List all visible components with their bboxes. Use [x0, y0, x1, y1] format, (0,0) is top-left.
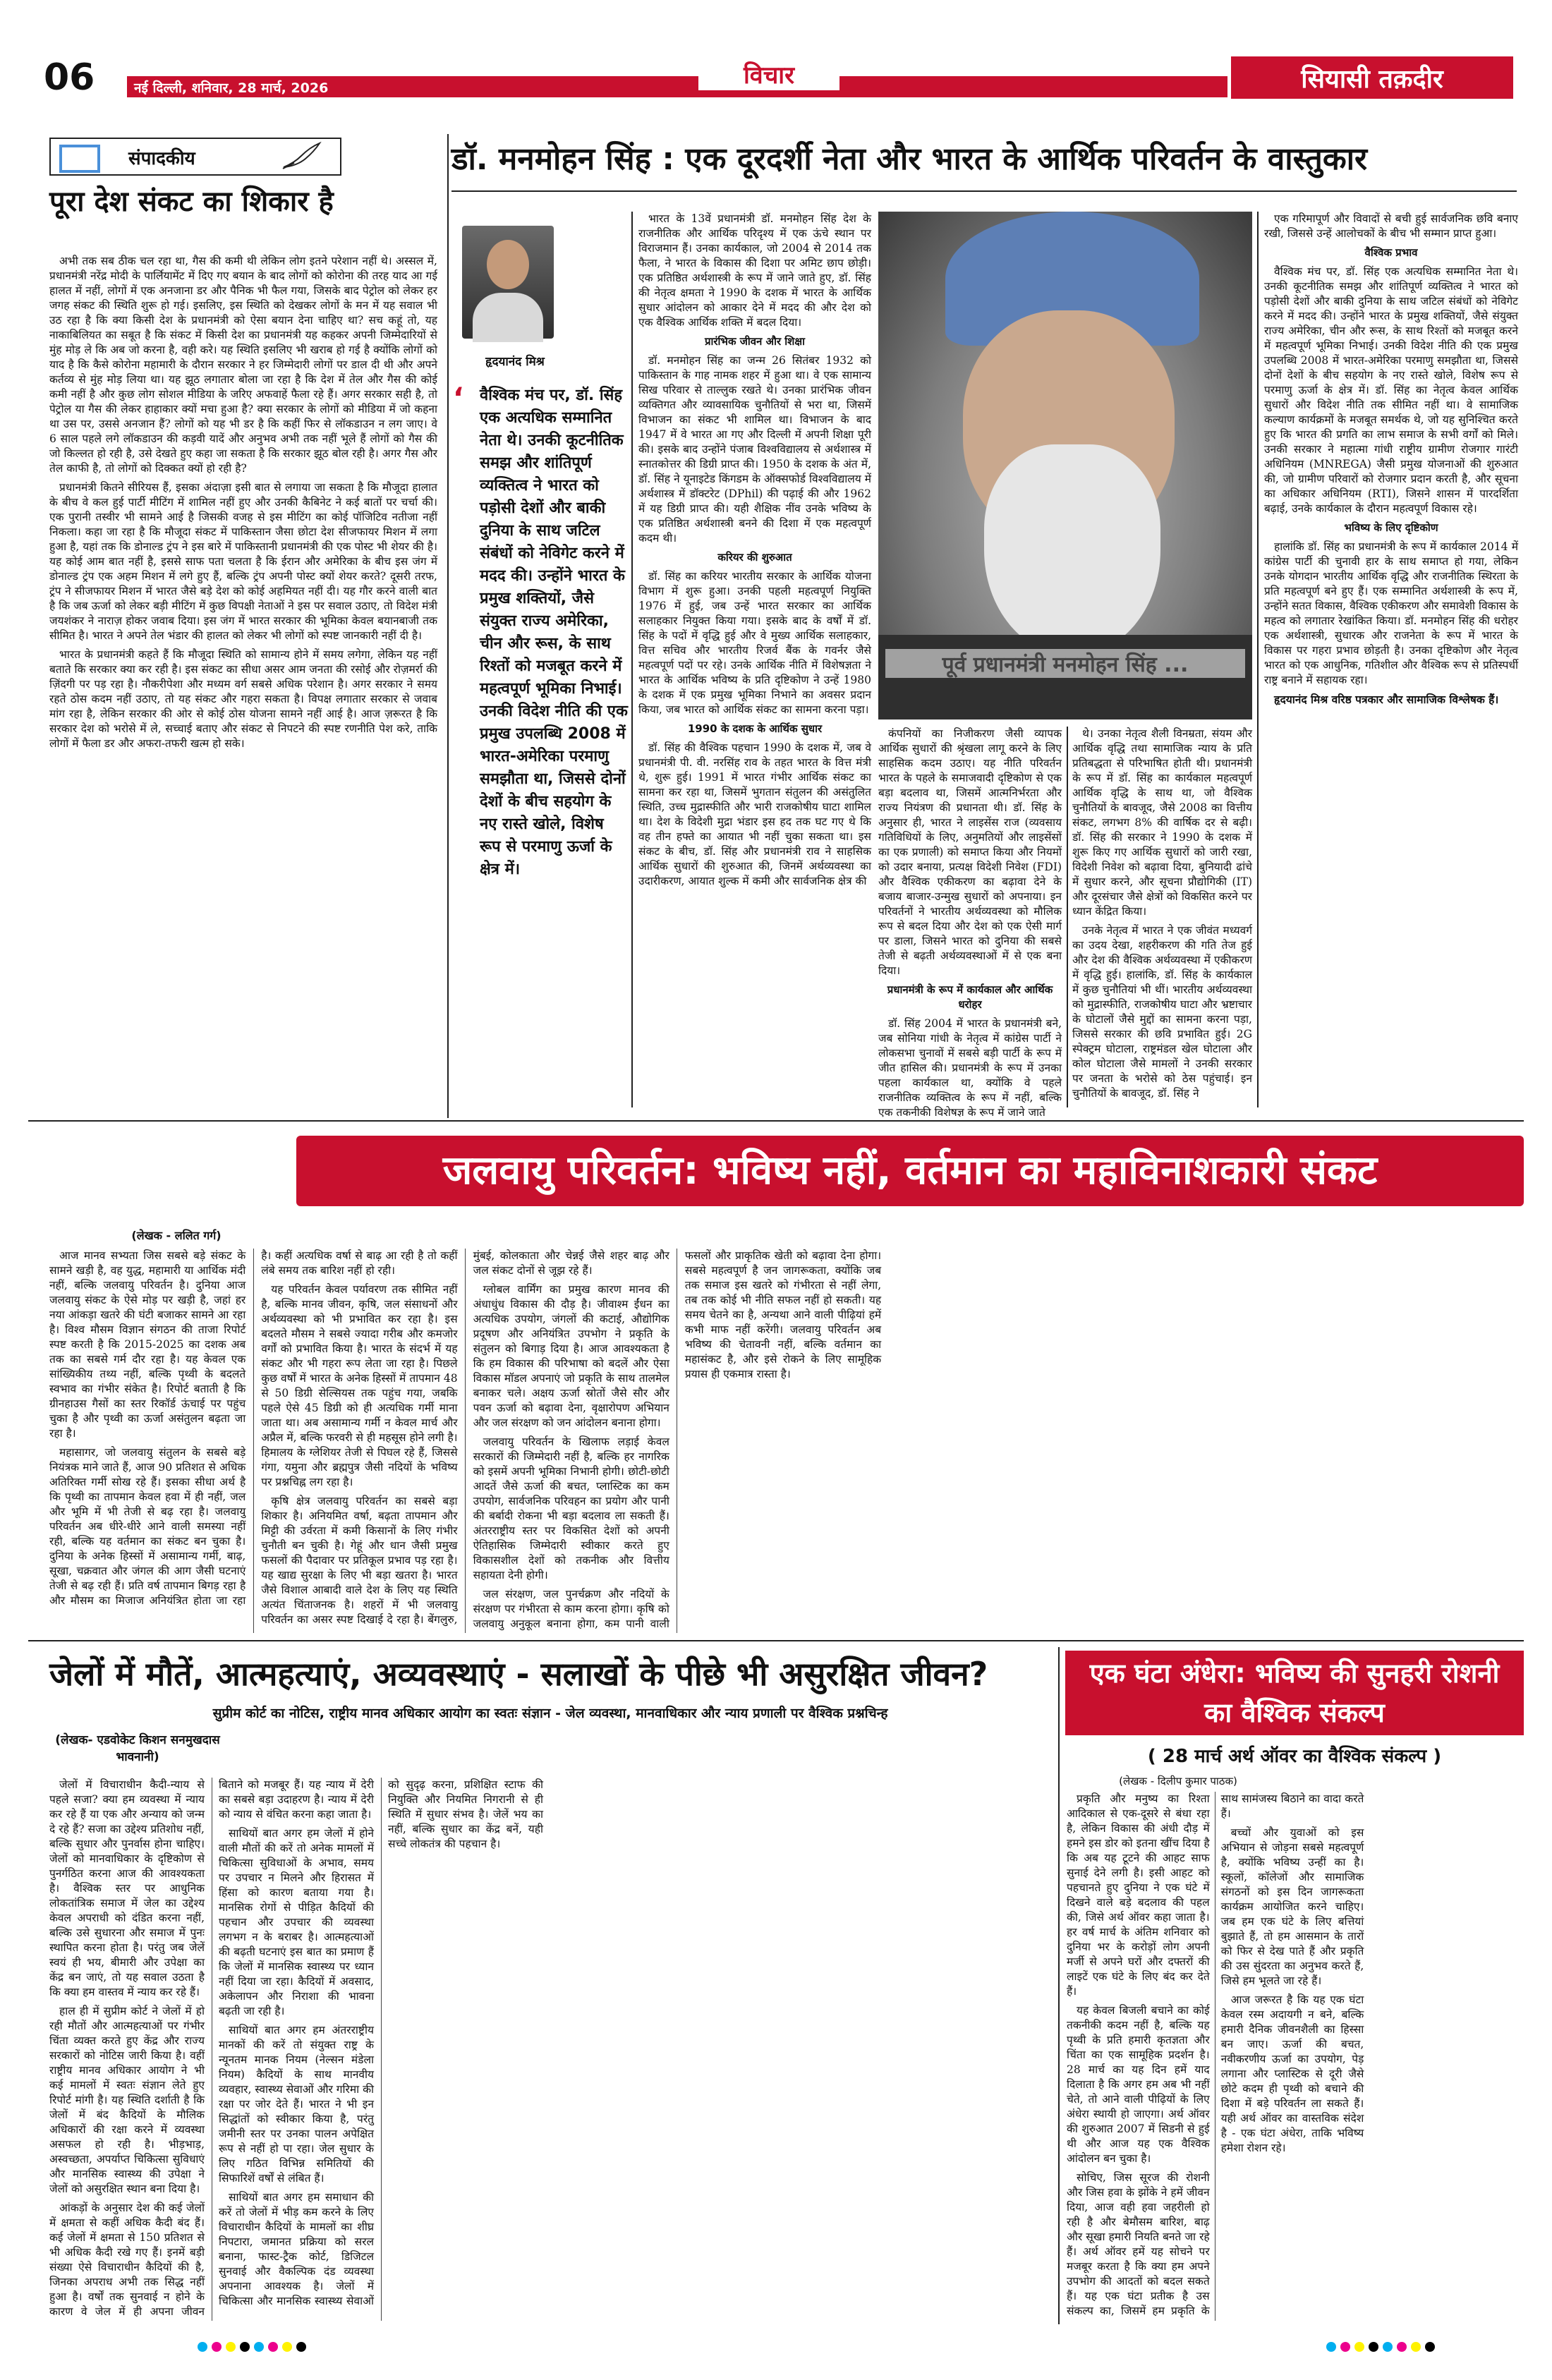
- prison-paragraph: साथियों बात अगर हम जेलों में होने वाली मौतों की करें तो अनेक मामलों में चिकित्सा सुविधाओं के अभाव, समय पर उपचार न मिलने और हिरासत में हिंसा को कारण बताया गया है। मानसिक रोगों से पीड़ित कैदियों की पहचान और उपचार की व्यवस्था लगभग न के बराबर है। आत्महत्याओं की बढ़ती घटनाएं इस बात का प्रमाण हैं कि जेलों में मानसिक स्वास्थ्य पर ध्यान नहीं दिया जा रहा। कैदियों में अवसाद, अकेलापन और निराशा की भावना बढ़ती जा रही है।: [219, 1827, 374, 2017]
- pull-quote-mark-icon: ‘: [453, 382, 464, 415]
- dateline: नई दिल्ली, शनिवार, 28 मार्च, 2026: [134, 80, 329, 96]
- manmohan-column-3: [1072, 727, 1252, 1107]
- author-note: हृदयानंद मिश्र वरिष्ठ पत्रकार और सामाजिक विश्लेषक हैं।: [1274, 693, 1499, 706]
- section-label: विचार: [698, 58, 839, 90]
- prison-paragraph: जेलों में विचाराधीन कैदी-न्याय से पहले सजा? क्या हम व्यवस्था में न्याय कर रहे हैं या एक और अन्याय को जन्म दे रहे हैं? सजा का उद्देश्य प्रतिशोध नहीं, बल्कि सुधार और पुनर्वास होना चाहिए। जेलों को मानवाधिकार के दृष्टिकोण से पुनर्गठित करना आज की आवश्यकता है। वैश्विक स्तर पर आधुनिक लोकतांत्रिक समाज में जेल का उद्देश्य केवल अपराधी को दंडित करना नहीं, बल्कि उसे सुधारना और समाज में पुनः स्थापित करना होता है। परंतु जब जेलें स्वयं ही भय, बीमारी और उपेक्षा का केंद्र बन जाएं, तो यह सवाल उठता है कि क्या हम वास्तव में न्याय कर रहे हैं।: [49, 1778, 205, 1998]
- prison-paragraph: साथियों बात अगर हम समाधान की करें तो जेलों में भीड़ कम करने के लिए विचाराधीन कैदियों के मामलों का शीघ्र निपटारा, जमानत प्रक्रिया को सरल बनाना, फास्ट-ट्रैक कोर्ट, डिजिटल सुनवाई और वैकल्पिक दंड व्यवस्था अपनाना आवश्यक है। जेलों में चिकित्सा और मानसिक स्वास्थ्य सेवाओं को सुदृढ़ करना, प्रशिक्षित स्टाफ की नियुक्ति और नियमित निगरानी से ही स्थिति में सुधार संभव है। जेलें भय का नहीं, बल्कि सुधार का केंद्र बनें, यही सच्चे लोकतंत्र की पहचान है।: [219, 1778, 543, 2307]
- brand-name: सियासी तक़दीर: [1301, 65, 1443, 94]
- climate-body: [49, 1249, 1517, 1633]
- divider: [28, 1120, 1524, 1122]
- manmohan-column-2: [878, 727, 1062, 1119]
- earthhour-title: एक घंटा अंधेरा: भविष्य की सुनहरी रोशनी का वैश्विक संकल्प: [1089, 1658, 1500, 1728]
- manmohan-column-1: [638, 212, 871, 1107]
- page-header: [0, 0, 1552, 106]
- prison-paragraph: साथियों बात अगर हम अंतरराष्ट्रीय मानकों की करें तो संयुक्त राष्ट्र के न्यूनतम मानक नियम (नेल्सन मंडेला नियम) कैदियों के साथ मानवीय व्यवहार, स्वास्थ्य सेवाओं और गरिमा की रक्षा पर जोर देते हैं। भारत ने भी इन सिद्धांतों को स्वीकार किया है, परंतु जमीनी स्तर पर उनका पालन अपेक्षित रूप से नहीं हो पा रहा। जेल सुधार के लिए गठित विभिन्न समितियों की सिफारिशें वर्षों से लंबित हैं।: [219, 2024, 374, 2185]
- editorial-paragraph: प्रधानमंत्री कितने सीरियस हैं, इसका अंदाज़ा इसी बात से लगाया जा सकता है कि मौजूदा हालात के बीच वे कल हुई पार्टी मीटिंग में शामिल नहीं हुए और उनकी कैबिनेट ने कई बातों पर चर्चा की। एक पुरानी तस्वीर भी सामने आई है जिसकी वजह से इस मीटिंग का कोई पॉजिटिव नतीजा नहीं निकला। कहा जा रहा है कि मौजूदा संकट में पाकिस्तान जैसा छोटा देश सीजफायर मिशन में लगा हुआ है, यहां तक कि डोनाल्ड ट्रंप ने इस बारे में पाकिस्तानी प्रधानमंत्री की एक पोस्ट भी शेयर की है। यह कोई आम बात नहीं है, इससे साफ पता चलता है कि ईरान और अमेरिका के बीच इस जंग में डोनाल्ड ट्रंप एक अहम मिशन में लगे हुए हैं, बल्कि ट्रंप अपनी पोस्ट क्यों शेयर करते? दूसरी तरफ, ट्रंप ने सीजफायर मिशन में भारत जैसे बड़े देश को कोई अहमियत नहीं दी। यह गौर करने वाली बात है कि जब ऊर्जा को लेकर बड़ी मीटिंग में कुछ विपक्षी नेताओं ने इस पर सवाल उठाए, तो विदेश मंत्री जयशंकर ने नाराज़ होकर जवाब दिया। इस जंग में भारत सरकार की भूमिका केवल बयानबाजी तक सीमित है। भारत ने अपने तेल भंडार की हालत को लेकर भी लोगों को स्पष्ट जानकारी नहीं दी है।: [49, 481, 437, 642]
- earthhour-paragraph: सोचिए, जिस सूरज की रोशनी और जिस हवा के झोंके ने हमें जीवन दिया, आज वही हवा जहरीली हो रही है और बेमौसम बारिश, बाढ़ और सूखा हमारी नियति बनते जा रहे हैं। अर्थ ऑवर हमें यह सोचने पर मजबूर करता है कि क्या हम अपने उपभोग की आदतों को बदल सकते हैं। यह एक घंटा प्रतीक है उस संकल्प का, जिसमें हम प्रकृति के साथ सामंजस्य बिठाने का वादा करते हैं।: [1067, 1792, 1364, 2317]
- manmohan-paragraph: डॉ. सिंह की वैश्विक पहचान 1990 के दशक में, जब वे प्रधानमंत्री पी. वी. नरसिंह राव के तहत भारत के वित्त मंत्री थे, शुरू हुई। 1991 में भारत गंभीर आर्थिक संकट का सामना कर रहा था, जिसमें भुगतान संतुलन की असंतुलित स्थिति, उच्च मुद्रास्फीति और भारी राजकोषीय घाटा शामिल था। देश के विदेशी मुद्रा भंडार इस हद तक घट गए थे कि वह तीन हफ्ते का आयात भी नहीं चुका सकता था। इस संकट के बीच, डॉ. सिंह और प्रधानमंत्री राव ने साहसिक आर्थिक सुधारों की शुरुआत की, जिनमें अर्थव्यवस्था का उदारीकरण, आयात शुल्क में कमी और सार्वजनिक क्षेत्र की: [638, 741, 871, 887]
- manmohan-photo: [878, 212, 1252, 720]
- climate-paragraph: ग्लोबल वार्मिंग का प्रमुख कारण मानव की अंधाधुंध विकास की दौड़ है। जीवाश्म ईंधन का अत्यधिक उपयोग, जंगलों की कटाई, औद्योगिक प्रदूषण और अनियंत्रित उपभोग ने प्रकृति के संतुलन को बिगाड़ दिया है। आज आवश्यकता है कि हम विकास की परिभाषा को बदलें और ऐसा विकास मॉडल अपनाएं जो प्रकृति के साथ तालमेल बनाकर चले। अक्षय ऊर्जा स्रोतों जैसे सौर और पवन ऊर्जा को बढ़ावा देना, वृक्षारोपण अभियान और जल संरक्षण को जन आंदोलन बनाना होगा।: [473, 1283, 669, 1429]
- prison-deck: सुप्रीम कोर्ट का नोटिस, राष्ट्रीय मानव अधिकार आयोग का स्वतः संज्ञान - जेल व्यवस्था, मानवाधिकार और न्याय प्रणाली पर वैश्विक प्रश्नचिन्ह: [212, 1706, 888, 1721]
- earthhour-paragraph: प्रकृति और मनुष्य का रिश्ता आदिकाल से एक-दूसरे से बंधा रहा है, लेकिन विकास की अंधी दौड़ में हमने इस डोर को इतना खींच दिया है कि अब यह टूटने की आहट साफ सुनाई देने लगी है। इसी आहट को पहचानते हुए दुनिया ने एक घंटे में दिखने वाले बड़े बदलाव की पहल की, जिसे अर्थ ऑवर कहा जाता है। हर वर्ष मार्च के अंतिम शनिवार को दुनिया भर के करोड़ों लोग अपनी मर्जी से अपने घरों और दफ्तरों की लाइटें एक घंटे के लिए बंद कर देते हैं।: [1067, 1792, 1210, 1998]
- manmohan-column-4: [1264, 212, 1518, 1107]
- climate-paragraph: यह परिवर्तन केवल पर्यावरण तक सीमित नहीं है, बल्कि मानव जीवन, कृषि, जल संसाधनों और अर्थव्यवस्था को भी प्रभावित कर रहा है। इस बदलते मौसम ने सबसे ज्यादा गरीब और कमजोर वर्गों को प्रभावित किया है। भारत के संदर्भ में यह संकट और भी गहरा रूप लेता जा रहा है। पिछले कुछ वर्षों में भारत के अनेक हिस्सों में तापमान 48 से 50 डिग्री सेल्सियस तक पहुंच गया, जबकि पहले ऐसे 45 डिग्री को ही अत्यधिक गर्मी माना जाता था। अब असामान्य गर्मी न केवल मार्च और अप्रैल में, बल्कि फरवरी से ही महसूस होने लगी है। हिमालय के ग्लेशियर तेजी से पिघल रहे हैं, जिससे गंगा, यमुना और ब्रह्मपुत्र जैसी नदियों के भविष्य पर प्रश्नचिह्न लग रहा है।: [261, 1283, 458, 1488]
- manmohan-paragraph: भारत के 13वें प्रधानमंत्री डॉ. मनमोहन सिंह देश के राजनीतिक और आर्थिक परिदृश्य में एक ऊंचे स्थान पर विराजमान हैं। उनका कार्यकाल, जो 2004 से 2014 तक फैला, ने भारत के विकास की दिशा पर अमिट छाप छोड़ी। एक प्रतिष्ठित अर्थशास्त्री के रूप में जाने जाते हुए, डॉ. सिंह की नेतृत्व क्षमता ने 1990 के दशक में भारत के आर्थिक सुधार आंदोलन को आकार देने में मदद की और देश को एक वैश्विक आर्थिक शक्ति में बदल दिया।: [638, 212, 871, 329]
- earthhour-paragraph: बच्चों और युवाओं को इस अभियान से जोड़ना सबसे महत्वपूर्ण है, क्योंकि भविष्य उन्हीं का है। स्कूलों, कॉलेजों और सामाजिक संगठनों को इस दिन जागरूकता कार्यक्रम आयोजित करने चाहिए। जब हम एक घंटे के लिए बत्तियां बुझाते हैं, तो हम आसमान के तारों को फिर से देख पाते हैं और प्रकृति की उस सुंदरता का अनुभव करते हैं, जिसे हम भूलते जा रहे हैं।: [1220, 1826, 1364, 1987]
- divider: [631, 212, 633, 1107]
- pull-quote: वैश्विक मंच पर, डॉ. सिंह एक अत्यधिक सम्मानित नेता थे। उनकी कूटनीतिक समझ और शांतिपूर्ण व्यक्तित्व ने भारत को पड़ोसी देशों और बाकी दुनिया के साथ जटिल संबंधों को नेविगेट करने में मदद की। उन्होंने भारत के प्रमुख शक्तियों, जैसे संयुक्त राज्य अमेरिका, चीन और रूस, के साथ रिश्तों को मजबूत करने में महत्वपूर्ण भूमिका निभाई। उनकी विदेश नीति की एक प्रमुख उपलब्धि 2008 में भारत-अमेरिका परमाणु समझौता था, जिससे दोनों देशों के बीच सहयोग के नए रास्ते खोले, विशेष रूप से परमाणु ऊर्जा के क्षेत्र में।: [480, 387, 628, 878]
- earthhour-deck: ( 28 मार्च अर्थ ऑवर का वैश्विक संकल्प ): [1147, 1746, 1442, 1767]
- climate-paragraph: कृषि क्षेत्र जलवायु परिवर्तन का सबसे बड़ा शिकार है। अनियमित वर्षा, बढ़ता तापमान और मिट्टी की उर्वरता में कमी किसानों के लिए गंभीर चुनौती बन चुकी है। गेहूं और धान जैसी प्रमुख फसलों की पैदावार पर प्रतिकूल प्रभाव पड़ रहा है। यह खाद्य सुरक्षा के लिए भी बड़ा खतरा है। भारत जैसे विशाल आबादी वाले देश के लिए यह स्थिति अत्यंत चिंताजनक है। शहरों में भी जलवायु परिवर्तन का असर स्पष्ट दिखाई दे रहा है। बेंगलुरु, मुंबई, कोलकाता और चेन्नई जैसे शहर बाढ़ और जल संकट दोनों से जूझ रहे हैं।: [261, 1249, 669, 1626]
- climate-paragraph: महासागर, जो जलवायु संतुलन के सबसे बड़े नियंत्रक माने जाते हैं, आज 90 प्रतिशत से अधिक अतिरिक्त गर्मी सोख रहे हैं। इसका सीधा अर्थ है कि पृथ्वी का तापमान केवल हवा में ही नहीं, जल और भूमि में भी तेजी से बढ़ रहा है। जलवायु परिवर्तन अब धीरे-धीरे आने वाली समस्या नहीं रही, बल्कि यह वर्तमान का संकट बन चुका है। दुनिया के अनेक हिस्सों में असामान्य गर्मी, बाढ़, सूखा, चक्रवात और जंगल की आग जैसी घटनाएं तेजी से बढ़ रही हैं। प्रति वर्ष तापमान बिगड़ रहा है और मौसम का मिजाज अनियंत्रित होता जा रहा है। कहीं अत्यधिक वर्षा से बाढ़ आ रही है तो कहीं लंबे समय तक बारिश नहीं हो रही।: [49, 1249, 458, 1607]
- editorial-paragraph: भारत के प्रधानमंत्री कहते हैं कि मौजूदा स्थिति को सामान्य होने में समय लगेगा, लेकिन यह नहीं बताते कि सरकार क्या कर रही है। इस संकट का सीधा असर आम जनता की रसोई और रोज़मर्रा की ज़िंदगी पर पड़ रहा है। नौकरीपेशा और मध्यम वर्ग सबसे अधिक परेशान है। अगर सरकार ने समय रहते ठोस कदम नहीं उठाए, तो यह संकट और गहरा सकता है। विपक्ष लगातार सरकार से जवाब मांग रहा है, लेकिन सरकार की ओर से कोई ठोस योजना सामने नहीं आई है। आज ज़रूरत है कि सरकार देश को भरोसे में ले, सच्चाई बताए और संकट से निपटने की स्पष्ट रणनीति पेश करे, ताकि लोगों में फैला डर और अफरा-तफरी खत्म हो सके।: [49, 648, 437, 750]
- editorial-body: [49, 254, 437, 1111]
- divider: [1257, 212, 1259, 1107]
- color-registration-strip-left: [198, 2342, 306, 2352]
- photo-caption: पूर्व प्रधानमंत्री मनमोहन सिंह ...: [885, 649, 1245, 678]
- manmohan-paragraph: हालांकि डॉ. सिंह का प्रधानमंत्री के रूप में कार्यकाल 2014 में कांग्रेस पार्टी की चुनावी हार के साथ समाप्त हो गया, लेकिन उनके योगदान भारतीय आर्थिक वृद्धि और राजनीतिक स्थिरता के प्रति महत्वपूर्ण बने हुए हैं। एक सम्मानित अर्थशास्त्री के रूप में, उन्होंने सतत विकास, वैश्विक एकीकरण और समावेशी विकास के महत्व को लगातार रेखांकित किया। डॉ. मनमोहन सिंह की धरोहर एक अर्थशास्त्री, सुधारक और राजनेता के रूप में भारत के विकास पर गहरा प्रभाव छोड़ती है। उनका दृष्टिकोण और नेतृत्व भारत को एक आधुनिक, गतिशील और वैश्विक रूप से प्रतिस्पर्धी राष्ट्र बनाने में सहायक रहा।: [1264, 540, 1518, 686]
- subhead-career: करियर की शुरुआत: [717, 551, 792, 564]
- divider: [447, 134, 449, 1118]
- prison-body: [49, 1778, 1051, 2321]
- editorial-label-box: [49, 138, 341, 176]
- subhead-1990-reforms: 1990 के दशक के आर्थिक सुधार: [687, 722, 823, 735]
- earthhour-paragraph: यह केवल बिजली बचाने का कोई तकनीकी कदम नहीं है, बल्कि यह पृथ्वी के प्रति हमारी कृतज्ञता और चिंता का एक सामूहिक प्रदर्शन है। 28 मार्च का यह दिन हमें याद दिलाता है कि अगर हम अब भी नहीं चेते, तो आने वाली पीढ़ियों के लिए अंधेरा स्थायी हो जाएगा। अर्थ ऑवर की शुरुआत 2007 में सिडनी से हुई थी और आज यह एक वैश्विक आंदोलन बन चुका है।: [1067, 2004, 1210, 2165]
- prison-title: जेलों में मौतें, आत्महत्याएं, अव्यवस्थाएं - सलाखों के पीछे भी असुरक्षित जीवन?: [49, 1655, 988, 1693]
- subhead-pm-tenure: प्रधानमंत्री के रूप में कार्यकाल और आर्थिक धरोहर: [887, 983, 1053, 1011]
- manmohan-paragraph: डॉ. मनमोहन सिंह का जन्म 26 सितंबर 1932 को पाकिस्तान के गाह नामक शहर में हुआ था। वे एक सामान्य सिख परिवार से ताल्लुक रखते थे। उनका प्रारंभिक जीवन व्यक्तिगत और व्यावसायिक चुनौतियों से भरा था, जिसमें विभाजन का संकट भी शामिल था। विभाजन के बाद 1947 में वे भारत आ गए और दिल्ली में अपनी शिक्षा पूरी की। इसके बाद उन्होंने पंजाब विश्वविद्यालय से अर्थशास्त्र में स्नातकोत्तर की डिग्री प्राप्त की। 1950 के दशक के अंत में, डॉ. सिंह ने यूनाइटेड किंगडम के ऑक्सफोर्ड विश्वविद्यालय में अर्थशास्त्र में डॉक्टरेट (DPhil) की पढ़ाई की और 1962 में यह डिग्री प्राप्त की। यही शैक्षिक नींव उनके भविष्य के एक प्रतिष्ठित अर्थशास्त्री बनने की दिशा में एक महत्वपूर्ण कदम थी।: [638, 354, 871, 545]
- divider: [451, 190, 1517, 192]
- manmohan-paragraph: डॉ. सिंह 2004 में भारत के प्रधानमंत्री बने, जब सोनिया गांधी के नेतृत्व में कांग्रेस पार्टी ने लोकसभा चुनावों में सबसे बड़ी पार्टी के रूप में जीत हासिल की। प्रधानमंत्री के रूप में उनका पहला कार्यकाल था, क्योंकि वे पहले राजनीतिक व्यक्तित्व के रूप में नहीं, बल्कि एक तकनीकी विशेषज्ञ के रूप में जाने जाते: [878, 1017, 1062, 1119]
- divider: [28, 1640, 1524, 1641]
- page-number: 06: [44, 56, 95, 99]
- editorial-label: संपादकीय: [128, 148, 195, 169]
- manmohan-paragraph: थे। उनका नेतृत्व शैली विनम्रता, संयम और आर्थिक वृद्धि तथा सामाजिक न्याय के प्रति प्रतिबद्धता से परिभाषित होती थी। प्रधानमंत्री के रूप में डॉ. सिंह का कार्यकाल महत्वपूर्ण आर्थिक वृद्धि के साथ था, जो वैश्विक चुनौतियों के बावजूद, जैसे 2008 का वित्तीय संकट, लगभग 8% की वार्षिक दर से बढ़ी। डॉ. सिंह की सरकार ने 1990 के दशक में शुरू किए गए आर्थिक सुधारों को जारी रखा, विदेशी निवेश को बढ़ावा दिया, बुनियादी ढांचे में सुधार करने, और सूचना प्रौद्योगिकी (IT) और दूरसंचार जैसे क्षेत्रों को विकसित करने पर ध्यान केंद्रित किया।: [1072, 727, 1252, 918]
- climate-byline: (लेखक - ललित गर्ग): [131, 1229, 222, 1242]
- editorial-paragraph: अभी तक सब ठीक चल रहा था, गैस की कमी थी लेकिन लोग इतने परेशान नहीं थे। अस्सल में, प्रधानमंत्री नरेंद्र मोदी के पार्लियामेंट में दिए गए बयान के बाद लोगों को कोरोना की तरह याद आ गई हालत में नहीं, लोगों में एक अनजाना डर और पैनिक भी फैल गया, जिसके बाद पेट्रोल को लेकर हर जगह संकट की स्थिति शुरू हो गई। इसलिए, इस स्थिति को देखकर लोगों के मन में यह सवाल भी उठ रहा है कि क्या किसी देश के प्रधानमंत्री को ऐसा बयान देना चाहिए था? सच कहूं तो, यह नाकाबिलियत का सबूत है कि संकट में किसी देश का प्रधानमंत्री यह कहकर अपनी जिम्मेदारियों से मुंह मोड़ ले कि अब जो करना है, वही करे। यह स्थिति इसलिए भी खराब हो गई है क्योंकि लोगों को याद है कि कैसे कोरोना महामारी के दौरान सरकार ने हर जिम्मेदारी लोगों पर डाल दी थी और अपने कर्तव्य से मुंह मोड़ लिया था। यह झूठ लगातार बोला जा रहा है कि देश में तेल और गैस की कोई कमी नहीं है और कुछ लोग सोशल मीडिया के जरिए अफवाहें फैला रहे हैं। अगर सरकार सही है, तो पेट्रोल या गैस की लेकर हाहाकार क्यों मचा हुआ है? क्या सरकार के लोगों को मीडिया में जो कहना था उस पर, उससे अनजान हैं? लोगों को यह भी डर है कि कहीं फिर से लॉकडाउन न लग जाए। वे 6 साल पहले लगे लॉकडाउन की कड़वी यादें और अनुभव अभी तक नहीं भूले हैं लोगों को गैस की जो किल्लत हो रही है, उसे देखते हुए कहा जा सकता है कि सरकार झूठ बोल रही है। अगर गैस और तेल काफी है, तो लोगों को दिक्कत क्यों हो रही है?: [49, 255, 437, 475]
- prison-byline: (लेखक- एडवोकेट किशन सनमुखदास भावनानी): [55, 1733, 220, 1764]
- divider: [1067, 727, 1068, 1107]
- earthhour-byline: (लेखक - दिलीप कुमार पाठक): [1119, 1775, 1237, 1787]
- manmohan-paragraph: वैश्विक मंच पर, डॉ. सिंह एक अत्यधिक सम्मानित नेता थे। उनकी कूटनीतिक समझ और शांतिपूर्ण व्यक्तित्व ने भारत को पड़ोसी देशों और बाकी दुनिया के साथ जटिल संबंधों को नेविगेट करने में मदद की। उन्होंने भारत के प्रमुख शक्तियों, जैसे संयुक्त राज्य अमेरिका, चीन और रूस, के साथ रिश्तों को मजबूत करने में महत्वपूर्ण भूमिका निभाई। उनकी विदेश नीति की एक प्रमुख उपलब्धि 2008 में भारत-अमेरिका परमाणु समझौता था, जिससे दोनों देशों के बीच सहयोग के नए रास्ते खोले, विशेष रूप से परमाणु ऊर्जा के क्षेत्र में। डॉ. सिंह का नेतृत्व केवल आर्थिक सुधारों और विदेश नीति तक सीमित नहीं था। वे सामाजिक कल्याण कार्यक्रमों के मजबूत समर्थक थे, जो यह सुनिश्चित करते हुए कि भारत की प्रगति का लाभ समाज के सभी वर्गों को मिले। उनकी सरकार ने महात्मा गांधी राष्ट्रीय ग्रामीण रोजगार गारंटी अधिनियम (MNREGA) जैसी प्रमुख योजनाओं की शुरुआत की, जो ग्रामीण परिवारों को रोजगार प्रदान करती है, और सूचना का अधिकार अधिनियम (RTI), जिसने शासन में पारदर्शिता बढ़ाई, उनके कार्यकाल के दौरान महत्वपूर्ण विकास रहे।: [1264, 265, 1518, 515]
- earthhour-body: [1067, 1792, 1518, 2321]
- editorial-square-icon: [59, 145, 100, 173]
- prison-paragraph: आंकड़ों के अनुसार देश की कई जेलों में क्षमता से कहीं अधिक कैदी बंद हैं। कई जेलों में क्षमता से 150 प्रतिशत से भी अधिक कैदी रखे गए हैं। इनमें बड़ी संख्या ऐसे विचाराधीन कैदियों की है, जिनका अपराध अभी तक सिद्ध नहीं हुआ है। वर्षों तक सुनवाई न होने के कारण वे जेल में ही अपना जीवन बिताने को मजबूर हैं। यह न्याय में देरी का सबसे बड़ा उदाहरण है। न्याय में देरी को न्याय से वंचित करना कहा जाता है।: [49, 1778, 374, 2318]
- divider: [1058, 1647, 1060, 2324]
- manmohan-paragraph: उनके नेतृत्व में भारत ने एक जीवंत मध्यवर्ग का उदय देखा, शहरीकरण की गति तेज हुई और देश की वैश्विक अर्थव्यवस्था में एकीकरण में वृद्धि हुई। हालांकि, डॉ. सिंह के कार्यकाल में कुछ चुनौतियां भी थीं। भारतीय अर्थव्यवस्था को मुद्रास्फीति, राजकोषीय घाटा और भ्रष्टाचार के घोटालों जैसे मुद्दों का सामना करना पड़ा, जिससे सरकार की छवि प्रभावित हुई। 2G स्पेक्ट्रम घोटाला, राष्ट्रमंडल खेल घोटाला और कोल घोटाला जैसे मामलों ने उनकी सरकार पर जनता के भरोसे को ठेस पहुंचाई। इन चुनौतियों के बावजूद, डॉ. सिंह ने: [1072, 924, 1252, 1100]
- color-registration-strip-right: [1326, 2342, 1435, 2352]
- climate-paragraph: आज मानव सभ्यता जिस सबसे बड़े संकट के सामने खड़ी है, वह युद्ध, महामारी या आर्थिक मंदी नहीं, बल्कि जलवायु परिवर्तन है। दुनिया आज जलवायु संकट के ऐसे मोड़ पर खड़ी है, जहां हर नया आंकड़ा खतरे की घंटी बजाकर सामने आ रहा है। विश्व मौसम विज्ञान संगठन की ताजा रिपोर्ट स्पष्ट करती है कि 2015-2025 का दशक अब तक का सबसे गर्म दौर रहा है। यह केवल एक सांख्यिकीय तथ्य नहीं, बल्कि पृथ्वी के बदलते स्वभाव का गंभीर संकेत है। रिपोर्ट बताती है कि ग्रीनहाउस गैसों का स्तर रिकॉर्ड ऊंचाई पर पहुंच चुका है और पृथ्वी का ऊर्जा असंतुलन बढ़ता जा रहा है।: [49, 1249, 246, 1440]
- manmohan-paragraph: कंपनियों का निजीकरण जैसी व्यापक आर्थिक सुधारों की श्रृंखला लागू करने के लिए साहसिक कदम उठाए। यह नीति परिवर्तन भारत के पहले के समाजवादी दृष्टिकोण से एक बड़ा बदलाव था, जिसमें आत्मनिर्भरता और राज्य नियंत्रण की प्रधानता थी। डॉ. सिंह के अनुसार ही, भारत ने लाइसेंस राज (व्यवसाय गतिविधियों के लिए, अनुमतियों और लाइसेंसों का एक प्रणाली) को समाप्त किया और नियमों को उदार बनाया, प्रत्यक्ष विदेशी निवेश (FDI) और वैश्विक एकीकरण का बढ़ावा देने के बजाय बाजार-उन्मुख सुधारों को अपनाया। इन परिवर्तनों ने भारतीय अर्थव्यवस्था को मौलिक रूप से बदल दिया और देश को एक ऐसी मार्ग पर डाला, जिसने भारत को दुनिया की सबसे तेजी से बढ़ती अर्थव्यवस्थाओं में से एक बना दिया।: [878, 727, 1062, 977]
- subhead-global-impact: वैश्विक प्रभाव: [1364, 246, 1418, 259]
- editorial-title: पूरा देश संकट का शिकार है: [49, 186, 334, 218]
- climate-paragraph: जल संरक्षण, जल पुनर्चक्रण और नदियों के संरक्षण पर गंभीरता से काम करना होगा। कृषि को जलवायु अनुकूल बनाना होगा, कम पानी वाली फसलों और प्राकृतिक खेती को बढ़ावा देना होगा। सबसे महत्वपूर्ण है जन जागरूकता, क्योंकि जब तक समाज इस खतरे को गंभीरता से नहीं लेगा, तब तक कोई भी नीति सफल नहीं हो सकती। यह समय चेतने का है, अन्यथा आने वाली पीढ़ियां हमें कभी माफ नहीं करेंगी। जलवायु परिवर्तन अब भविष्य की चेतावनी नहीं, बल्कि वर्तमान का महासंकट है, और इसे रोकने के लिए सामूहिक प्रयास ही एकमात्र रास्ता है।: [473, 1249, 882, 1630]
- author-photo: [462, 226, 554, 339]
- author-name: हृदयानंद मिश्र: [485, 355, 545, 369]
- quill-pen-icon: [280, 142, 322, 173]
- manmohan-paragraph: एक गरिमापूर्ण और विवादों से बची हुई सार्वजनिक छवि बनाए रखी, जिससे उन्हें आलोचकों के बीच भी सम्मान प्राप्त हुआ।: [1264, 212, 1518, 240]
- earthhour-paragraph: आज जरूरत है कि यह एक घंटा केवल रस्म अदायगी न बने, बल्कि हमारी दैनिक जीवनशैली का हिस्सा बन जाए। ऊर्जा की बचत, नवीकरणीय ऊर्जा का उपयोग, पेड़ लगाना और प्लास्टिक से दूरी जैसे छोटे कदम ही पृथ्वी को बचाने की दिशा में बड़े परिवर्तन ला सकते हैं। यही अर्थ ऑवर का वास्तविक संदेश है - एक घंटा अंधेरा, ताकि भविष्य हमेशा रोशन रहे।: [1220, 1993, 1364, 2154]
- manmohan-title: डॉ. मनमोहन सिंह : एक दूरदर्शी नेता और भारत के आर्थिक परिवर्तन के वास्तुकार: [451, 141, 1368, 177]
- climate-paragraph: जलवायु परिवर्तन के खिलाफ लड़ाई केवल सरकारों की जिम्मेदारी नहीं है, बल्कि हर नागरिक को इसमें अपनी भूमिका निभानी होगी। छोटी-छोटी आदतें जैसे ऊर्जा की बचत, प्लास्टिक का कम उपयोग, सार्वजनिक परिवहन का प्रयोग और पानी की बर्बादी रोकना भी बड़ा बदलाव ला सकती हैं। अंतरराष्ट्रीय स्तर पर विकसित देशों को अपनी ऐतिहासिक जिम्मेदारी स्वीकार करते हुए विकासशील देशों को तकनीक और वित्तीय सहायता देनी होगी।: [473, 1435, 669, 1581]
- prison-paragraph: हाल ही में सुप्रीम कोर्ट ने जेलों में हो रही मौतों और आत्महत्याओं पर गंभीर चिंता व्यक्त करते हुए केंद्र और राज्य सरकारों को नोटिस जारी किया है। वहीं राष्ट्रीय मानव अधिकार आयोग ने भी कई मामलों में स्वतः संज्ञान लेते हुए रिपोर्ट मांगी है। यह स्थिति दर्शाती है कि जेलों में बंद कैदियों के मौलिक अधिकारों की रक्षा करने में व्यवस्था असफल हो रही है। भीड़भाड़, अस्वच्छता, अपर्याप्त चिकित्सा सुविधाएं और मानसिक स्वास्थ्य की उपेक्षा ने जेलों को असुरक्षित स्थान बना दिया है।: [49, 2005, 205, 2195]
- climate-title: जलवायु परिवर्तन: भविष्य नहीं, वर्तमान का महाविनाशकारी संकट: [442, 1148, 1378, 1194]
- subhead-vision: भविष्य के लिए दृष्टिकोण: [1344, 521, 1438, 534]
- manmohan-paragraph: डॉ. सिंह का करियर भारतीय सरकार के आर्थिक योजना विभाग में शुरू हुआ। उनकी पहली महत्वपूर्ण नियुक्ति 1976 में हुई, जब उन्हें भारत सरकार का आर्थिक सलाहकार नियुक्त किया गया। इसके बाद के वर्षों में डॉ. सिंह के पदों में वृद्धि हुई और वे मुख्य आर्थिक सलाहकार, वित्त सचिव और भारतीय रिजर्व बैंक के गवर्नर जैसे महत्वपूर्ण पदों पर रहे। उनके आर्थिक नीति में विशेषज्ञता ने भारत के आर्थिक भविष्य के प्रति दृष्टिकोण ने उन्हें 1980 के दशक में एक प्रमुख भूमिका निभाने का अवसर प्रदान किया, जब भारत को आर्थिक संकट का सामना करना पड़ा।: [638, 570, 871, 716]
- subhead-early-life: प्रारंभिक जीवन और शिक्षा: [704, 335, 806, 348]
